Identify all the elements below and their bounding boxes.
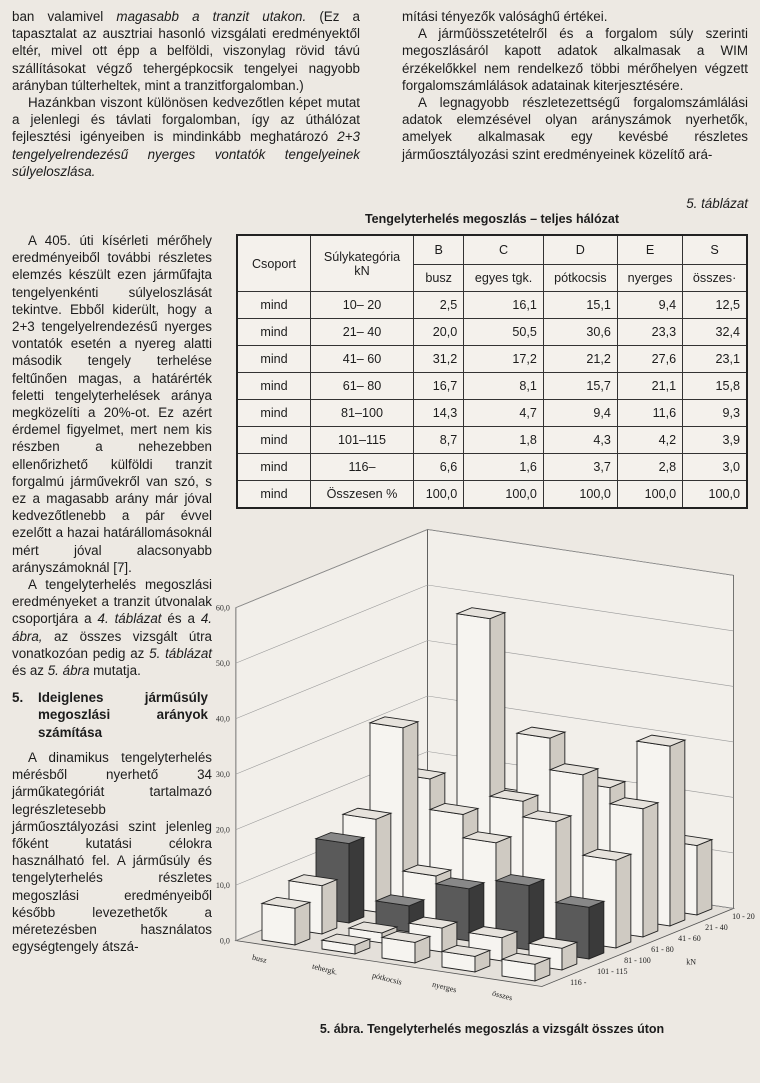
x-category-label: busz bbox=[251, 952, 268, 965]
header-code: E bbox=[617, 235, 682, 265]
paragraph: mítási tényezők valósághű értékei. bbox=[402, 9, 608, 24]
header-weight-category: Súlykategória kN bbox=[311, 235, 414, 292]
header-group: Csoport bbox=[237, 235, 311, 292]
cell-weight-category: Összesen % bbox=[311, 481, 414, 509]
cell-weight-category: 10– 20 bbox=[311, 292, 414, 319]
cell-value: 27,6 bbox=[617, 346, 682, 373]
left-column-top bbox=[12, 8, 360, 180]
cell-value: 2,5 bbox=[414, 292, 464, 319]
bar-side bbox=[670, 740, 685, 926]
table-body bbox=[237, 292, 747, 509]
cell-group: mind bbox=[237, 427, 311, 454]
section-title: Ideiglenes járműsúly megoszlási arányok számítása bbox=[38, 690, 208, 740]
cell-value: 23,1 bbox=[683, 346, 747, 373]
cell-group: mind bbox=[237, 400, 311, 427]
bar-side bbox=[643, 803, 658, 937]
header-name: összes· bbox=[683, 265, 747, 292]
cell-value: 17,2 bbox=[464, 346, 544, 373]
depth-category-label: 10 - 20 bbox=[732, 911, 755, 921]
cell-group: mind bbox=[237, 319, 311, 346]
cell-value: 2,8 bbox=[617, 454, 682, 481]
bar-side bbox=[322, 880, 337, 934]
depth-unit-label: kN bbox=[686, 957, 696, 967]
table-row bbox=[237, 400, 747, 427]
cell-weight-category: 41– 60 bbox=[311, 346, 414, 373]
cell-weight-category: 101–115 bbox=[311, 427, 414, 454]
cell-value: 4,3 bbox=[543, 427, 617, 454]
x-category-label: nyerges bbox=[431, 979, 458, 995]
header-name: busz bbox=[414, 265, 464, 292]
cell-value: 32,4 bbox=[683, 319, 747, 346]
depth-category-label: 81 - 100 bbox=[624, 955, 651, 965]
cell-value: 21,2 bbox=[543, 346, 617, 373]
data-table bbox=[236, 234, 748, 509]
cell-value: 50,5 bbox=[464, 319, 544, 346]
cell-group: mind bbox=[237, 292, 311, 319]
section-number: 5. bbox=[12, 690, 24, 706]
table-row bbox=[237, 319, 747, 346]
bar-chart-3d bbox=[215, 528, 760, 1003]
cell-value: 16,7 bbox=[414, 373, 464, 400]
header-name: nyerges bbox=[617, 265, 682, 292]
paragraph: A 405. úti kísérleti mérőhely eredményeiből további részletes elemzés készült ezen járműfajta tengelyenkénti súlyeloszlását tekintve. Ebből kiderült, hogy a 2+3 tengelyelrendezésű nyerges vontatók esetén a nyereg alatti második tengely terhelése feltűnően magas, a határérték feletti tengelyterhelések aránya megközelíti a 20%-ot. Ez azért érdemel figyelmet, mert nem kis részben a nehezebben ellenőrizhető külföldi tranzit forgalmú járművekről van szó, s ez a magasabb arány már jóval kedvezőtlenebb a pár évvel ezelőtt a hazai határállomásoknál mért jóval alacsonyabb arányszámoknál [7]. bbox=[12, 233, 212, 575]
depth-category-label: 101 - 115 bbox=[597, 966, 628, 976]
depth-category-label: 21 - 40 bbox=[705, 922, 728, 932]
bar-side bbox=[349, 838, 364, 923]
cell-group: mind bbox=[237, 373, 311, 400]
cell-group: mind bbox=[237, 454, 311, 481]
depth-category-label: 61 - 80 bbox=[651, 944, 674, 954]
cell-value: 100,0 bbox=[683, 481, 747, 509]
table-row bbox=[237, 346, 747, 373]
cell-value: 4,2 bbox=[617, 427, 682, 454]
cell-value: 3,7 bbox=[543, 454, 617, 481]
header-code: B bbox=[414, 235, 464, 265]
cell-value: 14,3 bbox=[414, 400, 464, 427]
figure-caption: 5. ábra. Tengelyterhelés megoszlás a vizsgált összes úton bbox=[319, 1022, 665, 1036]
cell-value: 20,0 bbox=[414, 319, 464, 346]
cell-value: 15,7 bbox=[543, 373, 617, 400]
cell-value: 15,1 bbox=[543, 292, 617, 319]
table-number: 5. táblázat bbox=[686, 196, 748, 211]
bar-side bbox=[697, 840, 712, 915]
cell-value: 9,4 bbox=[543, 400, 617, 427]
paragraph: Hazánkban viszont különösen kedvezőtlen képet mutat a jelenlegi és távlati forgalomban, így az úthálózat fejlesztési igényeiben is mindinkább meghatározó 2+3 tengelyelrendezésű nyerges vontatók tengelyeinek súlyeloszlása. bbox=[12, 95, 360, 179]
cell-value: 1,6 bbox=[464, 454, 544, 481]
depth-category-label: 41 - 60 bbox=[678, 933, 701, 943]
table-row bbox=[237, 481, 747, 509]
cell-value: 4,7 bbox=[464, 400, 544, 427]
table-row bbox=[237, 454, 747, 481]
header-code: C bbox=[464, 235, 544, 265]
cell-value: 15,8 bbox=[683, 373, 747, 400]
header-name: pótkocsis bbox=[543, 265, 617, 292]
x-category-label: pótkocsis bbox=[371, 970, 403, 987]
paragraph: A járműösszetételről és a forgalom súly szerinti megoszlásáról kapott adatok alkalmasak a WIM érzékelőkkel nem rendelkező többi mérőhelyen végzett forgalomszámlálások adatainak kiterjesztésére. bbox=[402, 26, 748, 93]
z-tick-label: 0,0 bbox=[219, 936, 230, 946]
cell-value: 9,4 bbox=[617, 292, 682, 319]
paragraph: ban valamivel magasabb a tranzit utakon. (Ez a tapasztalat az ausztriai hasonló vizsgálati eredményektől eltér, mivel ott épp a belföldi, viszonylag rövid távú szállításokat végző tehergépkocsik tengelyei nagyobb arányban túlterheltek, mint a tranzitforgalomban.) bbox=[12, 9, 360, 93]
cell-value: 8,1 bbox=[464, 373, 544, 400]
z-tick-label: 40,0 bbox=[215, 714, 230, 724]
bar-side bbox=[589, 901, 604, 959]
cell-value: 3,9 bbox=[683, 427, 747, 454]
cell-value: 30,6 bbox=[543, 319, 617, 346]
cell-value: 9,3 bbox=[683, 400, 747, 427]
x-category-label: tehergk. bbox=[311, 961, 339, 977]
cell-value: 16,1 bbox=[464, 292, 544, 319]
paragraph: A tengelyterhelés megoszlási eredményeket a tranzit útvonalak csoportjára a 4. táblázat és a 4. ábra, az összes vizsgált útra vonatkozóan pedig az 5. táblázat és az 5. ábra mutatja. bbox=[12, 577, 212, 679]
cell-weight-category: 61– 80 bbox=[311, 373, 414, 400]
bar-side bbox=[616, 854, 631, 948]
table-row bbox=[237, 427, 747, 454]
left-column-narrow bbox=[12, 232, 212, 955]
cell-value: 100,0 bbox=[414, 481, 464, 509]
cell-value: 11,6 bbox=[617, 400, 682, 427]
cell-value: 100,0 bbox=[543, 481, 617, 509]
x-category-label: összes bbox=[491, 988, 514, 1003]
cell-value: 21,1 bbox=[617, 373, 682, 400]
cell-group: mind bbox=[237, 481, 311, 509]
header-code: D bbox=[543, 235, 617, 265]
z-tick-label: 30,0 bbox=[215, 770, 230, 780]
table-row bbox=[237, 292, 747, 319]
depth-category-label: 116 - bbox=[570, 977, 587, 987]
cell-value: 1,8 bbox=[464, 427, 544, 454]
cell-value: 8,7 bbox=[414, 427, 464, 454]
right-column bbox=[402, 8, 748, 163]
bar bbox=[262, 903, 295, 945]
z-tick-label: 10,0 bbox=[215, 881, 230, 891]
table-caption: Tengelyterhelés megoszlás – teljes hálózat bbox=[364, 212, 620, 226]
header-code: S bbox=[683, 235, 747, 265]
cell-value: 3,0 bbox=[683, 454, 747, 481]
cell-weight-category: 81–100 bbox=[311, 400, 414, 427]
table-row bbox=[237, 373, 747, 400]
z-tick-label: 50,0 bbox=[215, 659, 230, 669]
cell-weight-category: 21– 40 bbox=[311, 319, 414, 346]
cell-weight-category: 116– bbox=[311, 454, 414, 481]
cell-value: 23,3 bbox=[617, 319, 682, 346]
paragraph: A dinamikus tengelyterhelés mérésből nyerhető 34 járműkategóriát tartalmazó legrészletesebb járműosztályozási szint jelenleg főként kutatási célokra használható fel. A járműsúly és tengelyterhelés részletes megoszlási eredményeiből később levezethetők a méretezésben használatos egységtengely átszá- bbox=[12, 749, 212, 955]
cell-group: mind bbox=[237, 346, 311, 373]
cell-value: 100,0 bbox=[464, 481, 544, 509]
cell-value: 100,0 bbox=[617, 481, 682, 509]
section-heading bbox=[12, 689, 212, 741]
cell-value: 31,2 bbox=[414, 346, 464, 373]
cell-value: 6,6 bbox=[414, 454, 464, 481]
z-tick-label: 20,0 bbox=[215, 825, 230, 835]
z-tick-label: 60,0 bbox=[215, 603, 230, 613]
bar-side bbox=[295, 902, 310, 945]
cell-value: 12,5 bbox=[683, 292, 747, 319]
paragraph: A legnagyobb részletezettségű forgalomszámlálási adatok elemzésével olyan arányszámok nyerhetők, amelyek alkalmasak egy kevésbé részletes járműosztályozási szint eredményeinek közelítő ará- bbox=[402, 95, 748, 162]
header-name: egyes tgk. bbox=[464, 265, 544, 292]
